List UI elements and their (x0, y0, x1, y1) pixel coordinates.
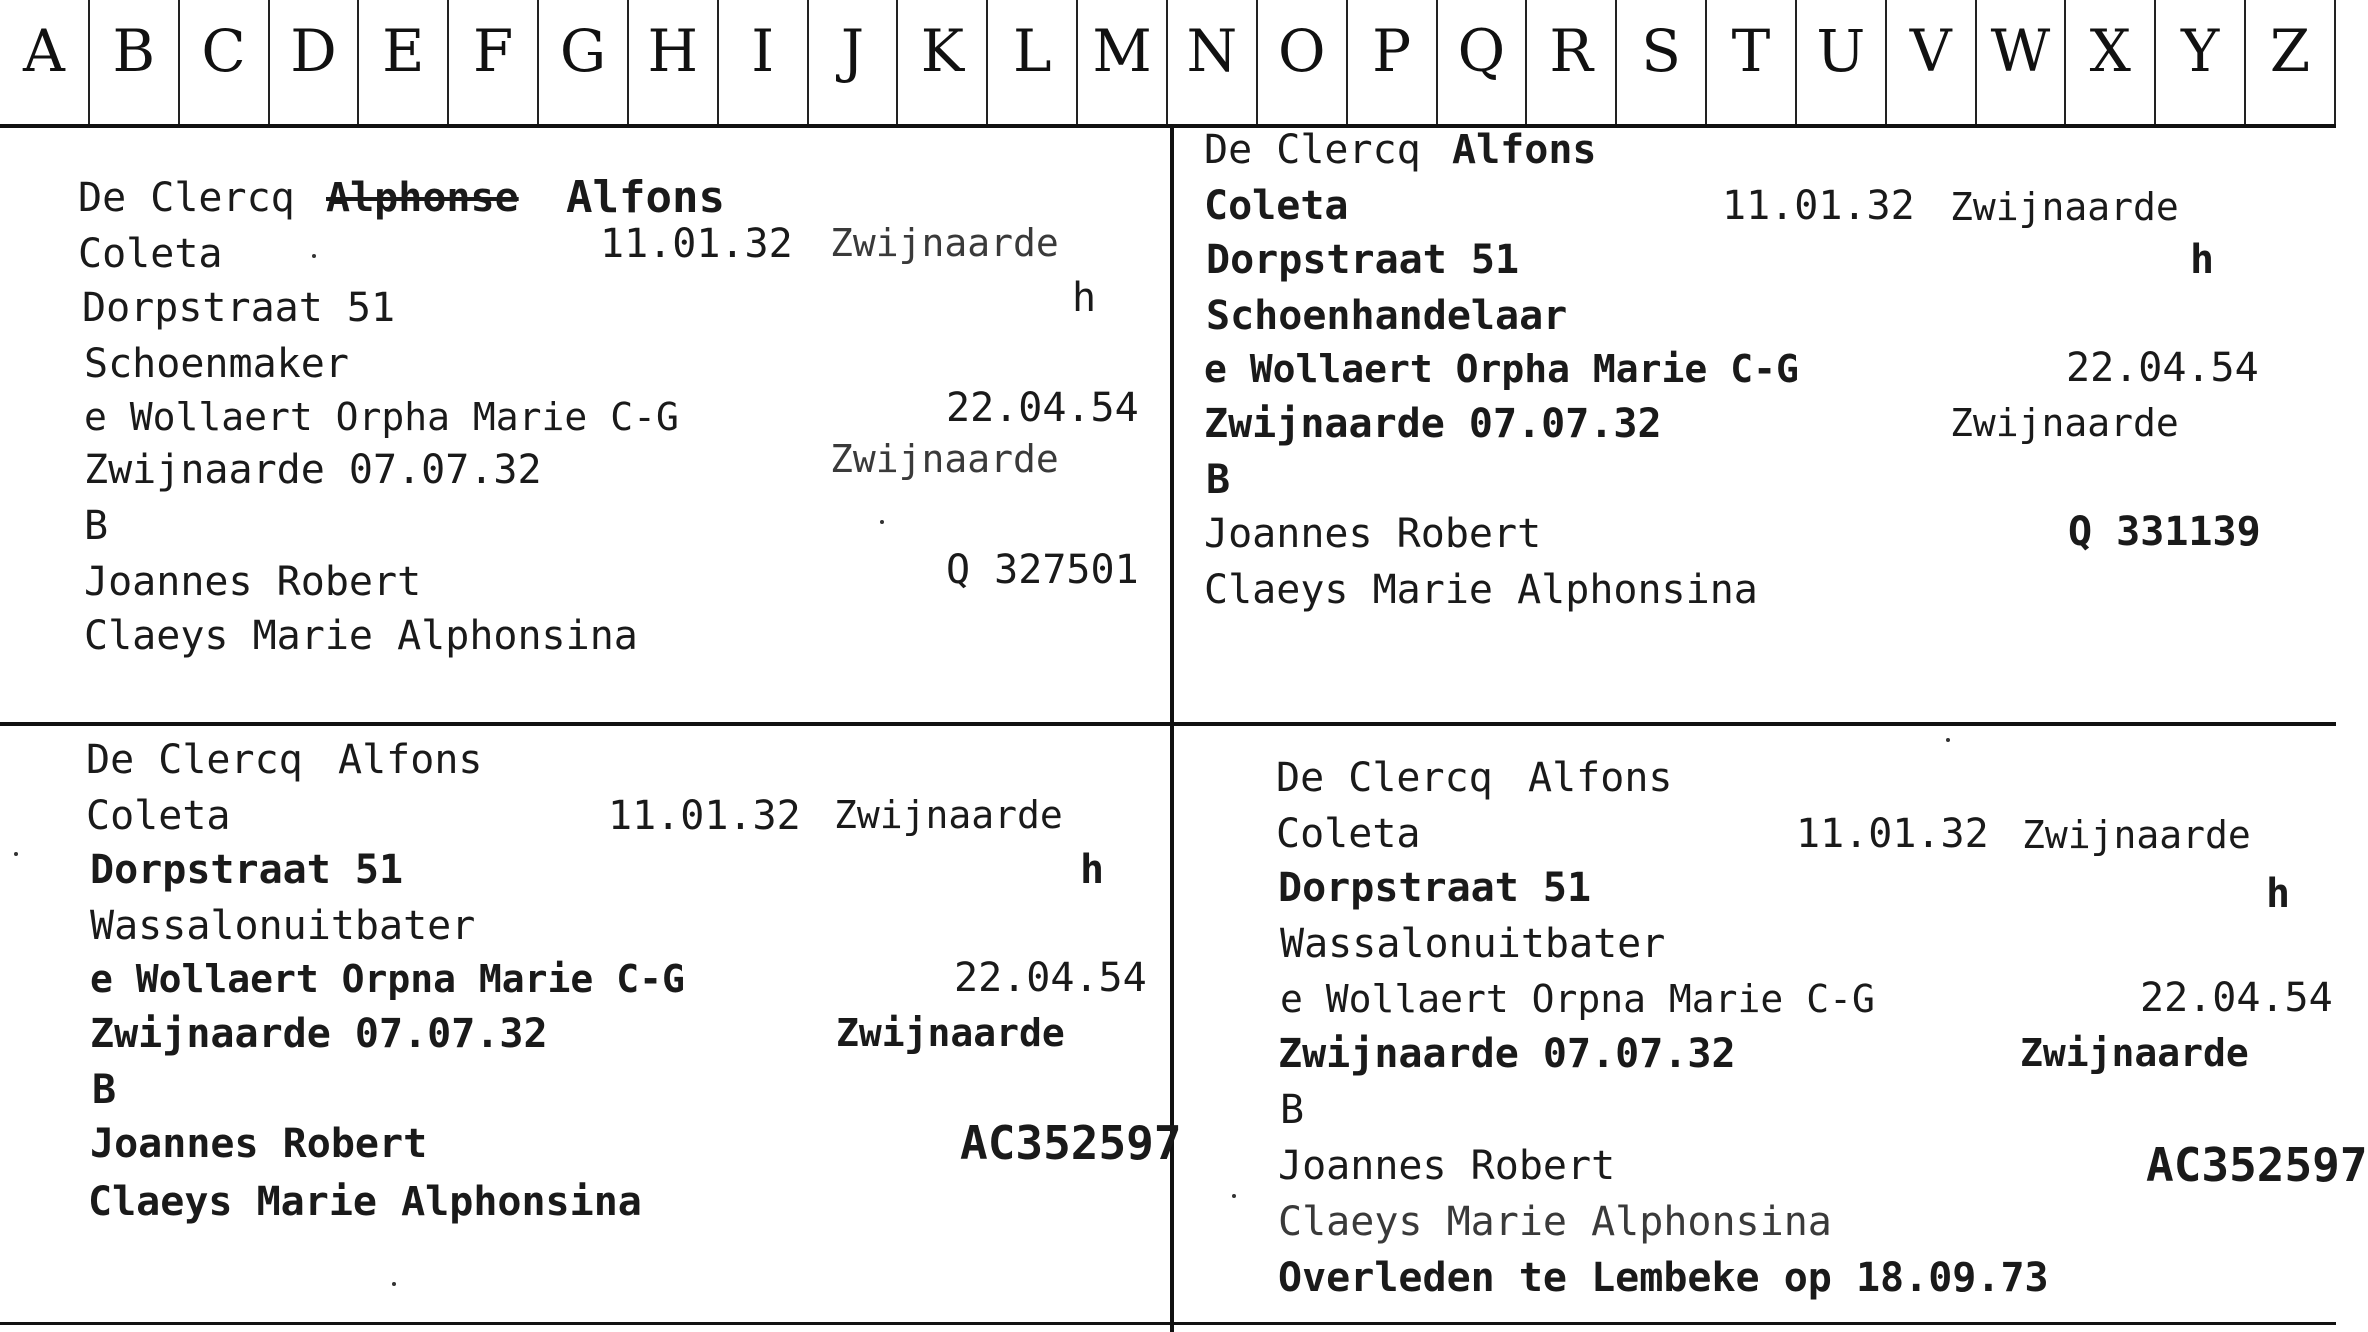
card-address: Dorpstraat 51 (1206, 237, 1520, 283)
letter-tab-t: T (1707, 0, 1797, 124)
alphabet-index-bar (0, 0, 2336, 128)
card-birth-place: Zwijnaarde (830, 221, 1059, 265)
letter-tab-p: P (1348, 0, 1438, 124)
letter-tab-v: V (1887, 0, 1977, 124)
letter-tab-k: K (898, 0, 988, 124)
card-birth-place: Zwijnaarde (834, 793, 1063, 837)
card-mother: Claeys Marie Alphonsina (88, 1179, 642, 1225)
letter-tab-n: N (1168, 0, 1258, 124)
letter-tab-l: L (988, 0, 1078, 124)
letter-tab-u: U (1797, 0, 1887, 124)
letter-tab-c: C (180, 0, 270, 124)
card-marriage-place: Zwijnaarde (830, 437, 1059, 481)
card-id-number: Q 331139 (2068, 509, 2261, 555)
card-second-name: Coleta (1276, 811, 1421, 857)
card-mark: h (2190, 237, 2215, 283)
card-divider-bottom (0, 1322, 2336, 1325)
card-marriage-place: Zwijnaarde (1950, 401, 2179, 445)
card-mother: Claeys Marie Alphonsina (1204, 567, 1758, 613)
card-mark: h (1072, 275, 1097, 321)
letter-tab-r: R (1527, 0, 1617, 124)
scan-speck (14, 852, 18, 856)
card-mother: Claeys Marie Alphonsina (1278, 1199, 1832, 1245)
card-birth-date: 11.01.32 (1722, 183, 1915, 229)
card-spouse-date: 22.04.54 (946, 385, 1139, 431)
card-id-number: AC352597 (960, 1116, 1182, 1170)
record-card-3 (0, 726, 1182, 1322)
letter-tab-o: O (1258, 0, 1348, 124)
card-birth-date: 11.01.32 (1796, 811, 1989, 857)
card-second-name: Coleta (86, 793, 231, 839)
letter-tab-g: G (539, 0, 629, 124)
card-marriage-place: Zwijnaarde (836, 1011, 1065, 1055)
card-spouse-birth: Zwijnaarde 07.07.32 (1204, 401, 1662, 447)
card-spouse: e Wollaert Orpha Marie C-G (84, 395, 679, 439)
card-surname: De Clercq (1276, 755, 1493, 801)
card-birth-place: Zwijnaarde (2022, 813, 2251, 857)
card-occupation: Schoenmaker (84, 341, 349, 387)
card-spouse-date: 22.04.54 (954, 955, 1147, 1001)
card-spouse: e Wollaert Orpha Marie C-G (1204, 347, 1799, 391)
card-address: Dorpstraat 51 (1278, 865, 1592, 911)
scan-speck (1946, 738, 1950, 742)
scan-speck (880, 520, 884, 524)
card-mark: h (1080, 847, 1105, 893)
letter-tab-i: I (719, 0, 809, 124)
card-code: B (1280, 1087, 1305, 1133)
letter-tab-y: Y (2156, 0, 2246, 124)
record-card-4 (1174, 726, 2368, 1322)
card-address: Dorpstraat 51 (82, 285, 396, 331)
card-surname: De Clercq (1204, 127, 1421, 173)
letter-tab-f: F (449, 0, 539, 124)
card-surname: De Clercq (78, 175, 295, 221)
letter-tab-m: M (1078, 0, 1168, 124)
card-father: Joannes Robert (1204, 511, 1542, 557)
card-spouse-birth: Zwijnaarde 07.07.32 (84, 447, 542, 493)
card-birth-place: Zwijnaarde (1950, 185, 2179, 229)
card-father: Joannes Robert (1278, 1143, 1616, 1189)
letter-tab-s: S (1617, 0, 1707, 124)
letter-tab-a: A (0, 0, 90, 124)
letter-tab-z: Z (2246, 0, 2336, 124)
card-spouse-date: 22.04.54 (2066, 345, 2259, 391)
card-id-number: AC352597 (2146, 1138, 2368, 1192)
letter-tab-b: B (90, 0, 180, 124)
card-given-name: Alfons (1528, 755, 1673, 801)
scan-speck (312, 254, 316, 258)
card-spouse-date: 22.04.54 (2140, 975, 2333, 1021)
card-father: Joannes Robert (84, 559, 422, 605)
card-spouse-birth: Zwijnaarde 07.07.32 (1278, 1031, 1736, 1077)
card-address: Dorpstraat 51 (90, 847, 404, 893)
card-spouse-birth: Zwijnaarde 07.07.32 (90, 1011, 548, 1057)
card-mother: Claeys Marie Alphonsina (84, 613, 638, 659)
card-occupation: Wassalonuitbater (90, 903, 476, 949)
card-id-number: Q 327501 (946, 547, 1139, 593)
letter-tab-q: Q (1438, 0, 1528, 124)
card-spouse: e Wollaert Orpna Marie C-G (1280, 977, 1875, 1021)
card-given-name: Alfons (338, 737, 483, 783)
letter-tab-x: X (2066, 0, 2156, 124)
card-surname: De Clercq (86, 737, 303, 783)
card-marriage-place: Zwijnaarde (2020, 1031, 2249, 1075)
letter-tab-e: E (359, 0, 449, 124)
scan-speck (1232, 1194, 1236, 1198)
card-code: B (1206, 457, 1231, 503)
card-occupation: Wassalonuitbater (1280, 921, 1666, 967)
card-occupation: Schoenhandelaar (1206, 293, 1568, 339)
record-card-1 (0, 126, 1170, 722)
letter-tab-w: W (1977, 0, 2067, 124)
letter-tab-j: J (809, 0, 899, 124)
letter-tab-h: H (629, 0, 719, 124)
card-second-name: Coleta (78, 231, 223, 277)
card-father: Joannes Robert (90, 1121, 428, 1167)
card-code: B (92, 1067, 117, 1113)
death-note: Overleden te Lembeke op 18.09.73 (1278, 1255, 2049, 1301)
card-mark: h (2266, 871, 2291, 917)
letter-tab-d: D (270, 0, 360, 124)
card-birth-date: 11.01.32 (600, 221, 793, 267)
struck-given-name: Alphonse (326, 175, 519, 221)
card-spouse: e Wollaert Orpna Marie C-G (90, 957, 685, 1001)
card-given-name: Alfons (1452, 127, 1597, 173)
record-card-2 (1174, 126, 2336, 722)
card-birth-date: 11.01.32 (608, 793, 801, 839)
card-second-name: Coleta (1204, 183, 1349, 229)
card-code: B (84, 503, 109, 549)
card-given-name: Alfons (566, 172, 725, 223)
scan-speck (392, 1282, 396, 1286)
